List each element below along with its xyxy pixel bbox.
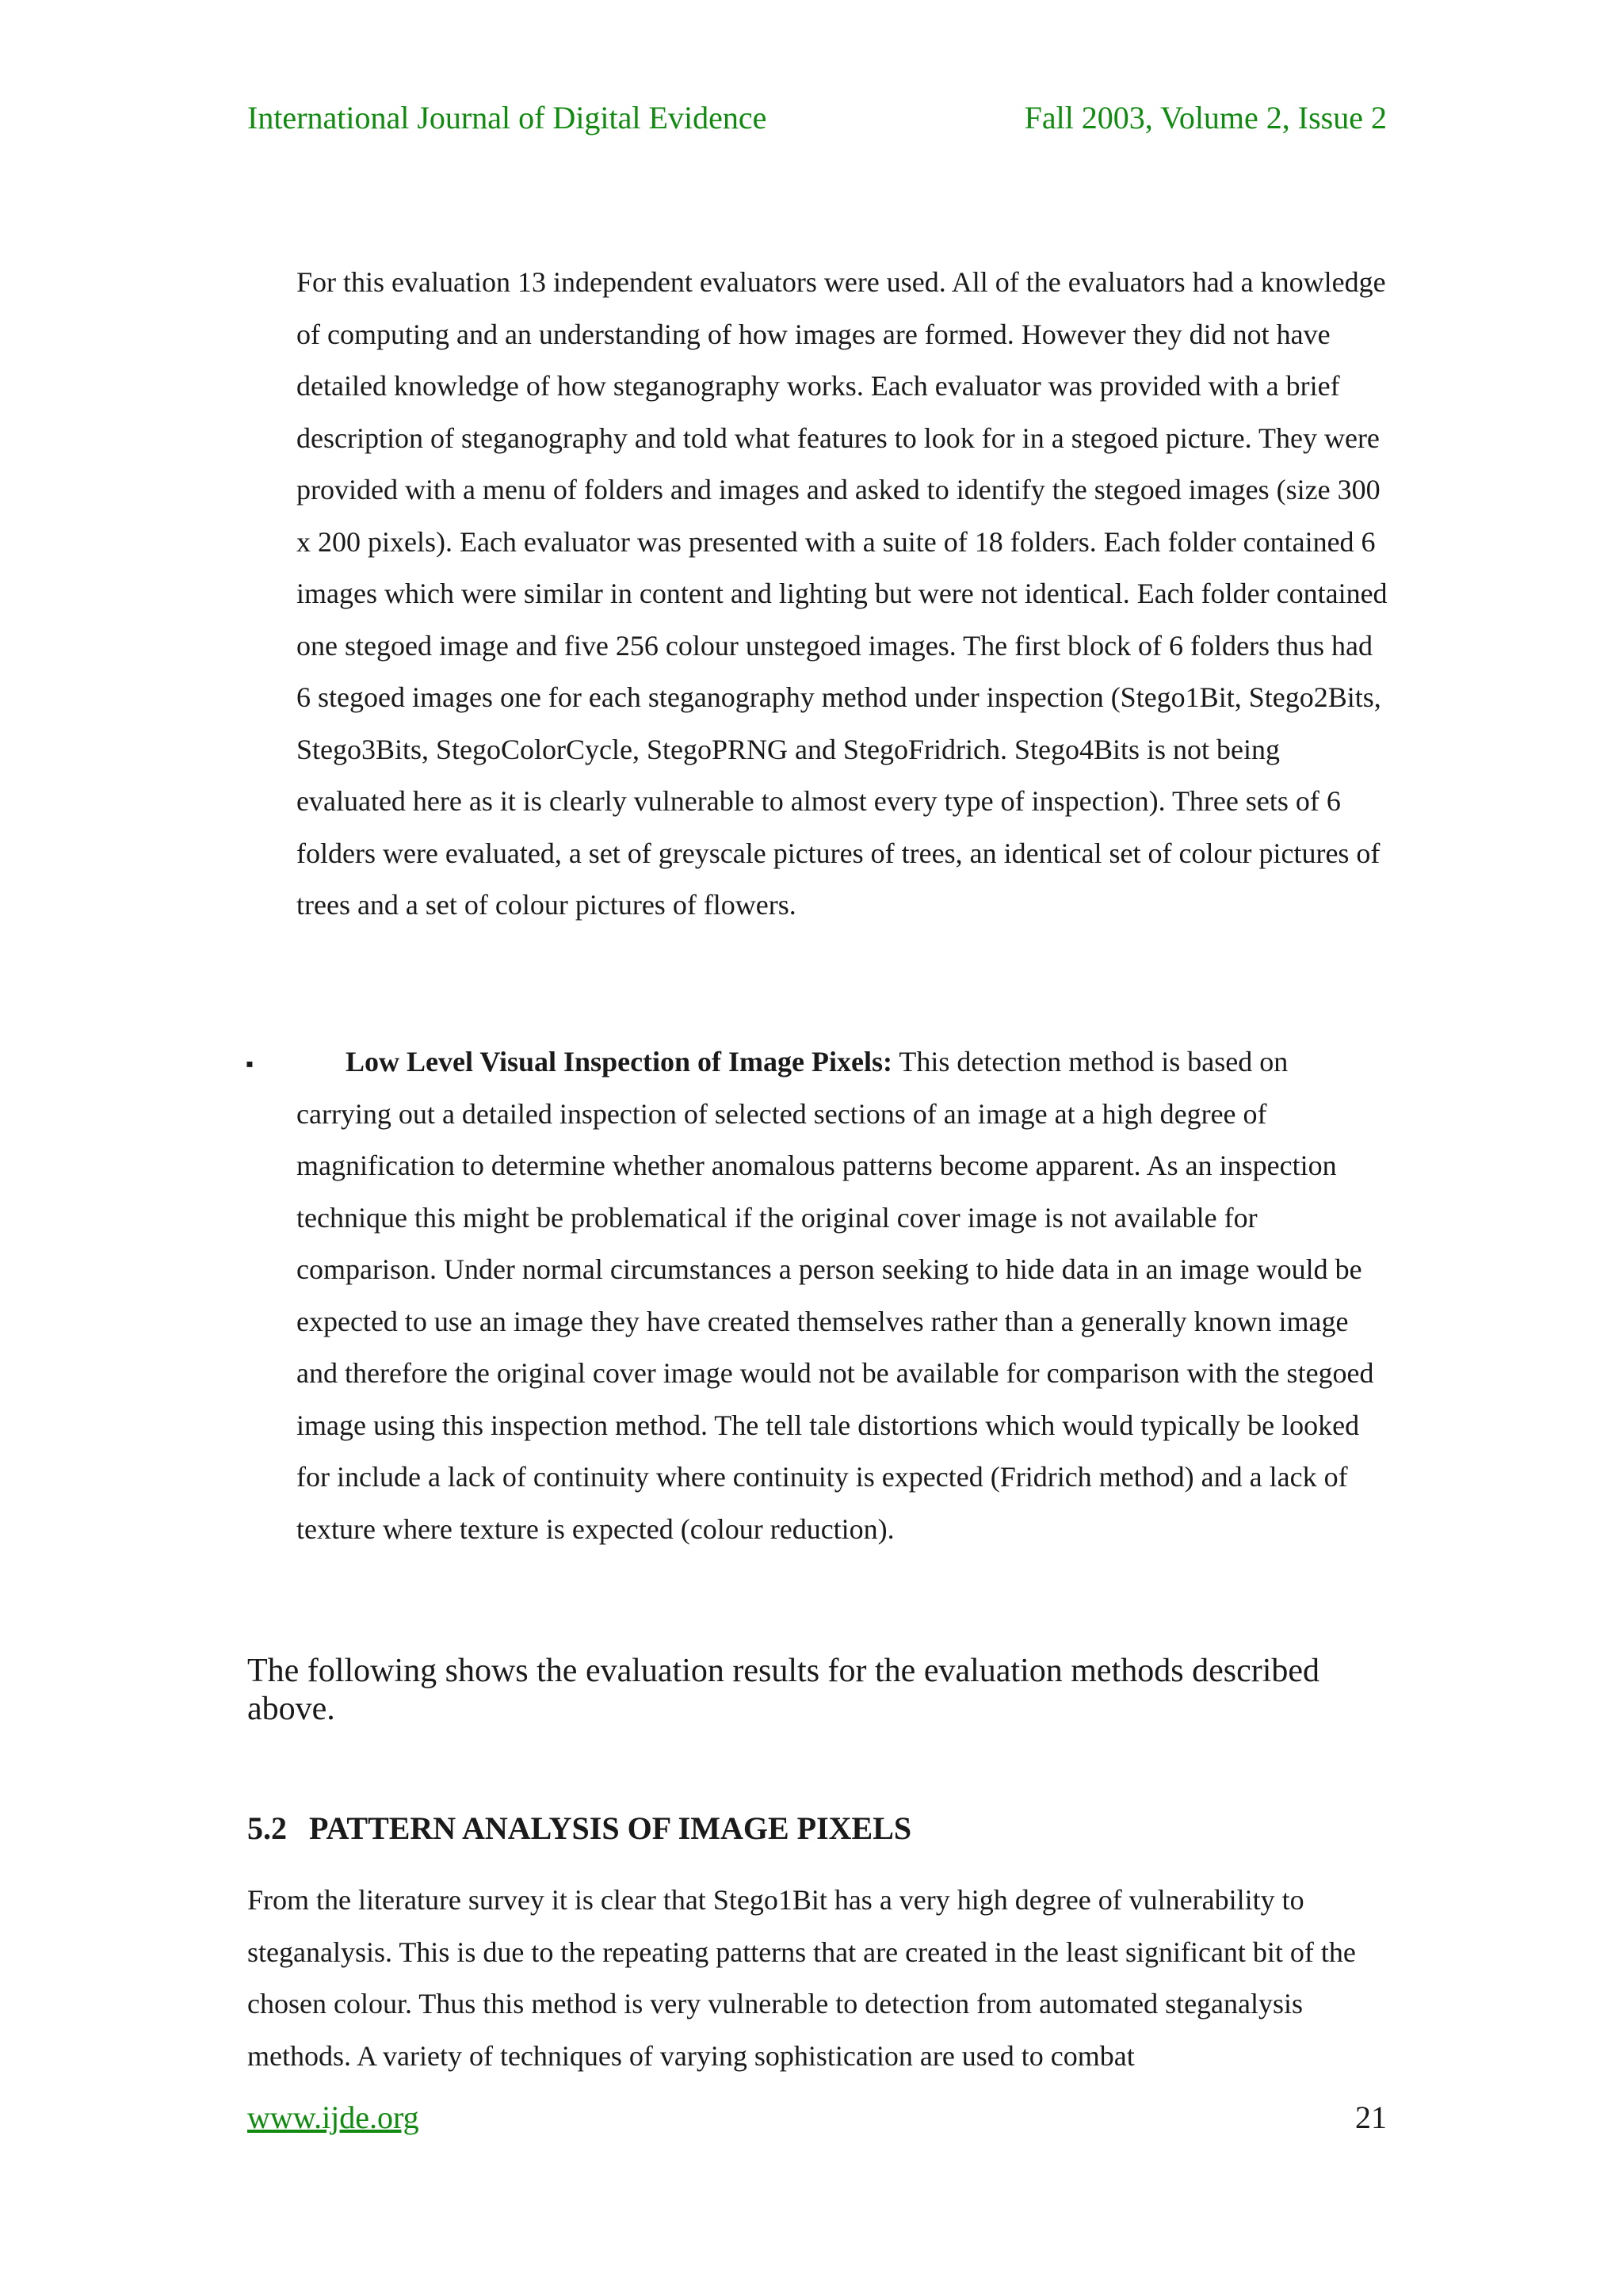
bullet-marker: ▪ [246,1052,254,1077]
bullet-title: Low Level Visual Inspection of Image Pixels: [346,1046,892,1077]
evaluation-paragraph: For this evaluation 13 independent evaluators were used. All of the evaluators had a knowledge of computing and an understanding of how images are formed. However they did not have detailed knowledge of how steganography works. Each evaluator was provided with a brief description of steganography and told what features to look for in a stegoed picture. They were provided with a menu of folders and images and asked to identify the stegoed images (size 300 x 200 pixels). Each evaluator was presented with a suite of 18 folders. Each folder contained 6 images which were similar in content and lighting but were not identical. Each folder contained one stegoed image and five 256 colour unstegoed images. The first block of 6 folders thus had 6 stegoed images one for each steganography method under inspection (Stego1Bit, Stego2Bits, Stego3Bits, StegoColorCycle, StegoPRNG and StegoFridrich. Stego4Bits is not being evaluated here as it is clearly vulnerable to almost every type of inspection). Three sets of 6 folders were evaluated, a set of greyscale pictures of trees, an identical set of colour pictures of trees and a set of colour pictures of flowers. [296,266,1388,921]
section-title: PATTERN ANALYSIS OF IMAGE PIXELS [309,1810,912,1846]
section-heading [247,1808,911,1849]
bullet-paragraph [296,1036,1390,1555]
bullet-text: This detection method is based on carrying out a detailed inspection of selected sections of an image at a high degree of magnification to determine whether anomalous patterns become apparent. As an inspection technique this might be problematical if the original cover image is not available for comparison. Under normal circumstances a person seeking to hide data in an image would be expected to use an image they have created themselves rather than a generally known image and therefore the original cover image would not be available for comparison with the stegoed image using this inspection method. The tell tale distortions which would typically be looked for include a lack of continuity where continuity is expected (Fridrich method) and a lack of texture where texture is expected (colour reduction). [296,1046,1374,1545]
page-number: 21 [1355,2100,1387,2135]
pattern-analysis-paragraph: From the literature survey it is clear that Stego1Bit has a very high degree of vulnerability to steganalysis. This is due to the repeating patterns that are created in the least significant bit of the chosen colour. Thus this method is very vulnerable to detection from automated steganalysis methods. A variety of techniques of varying sophistication are used to combat [247,1884,1356,2072]
section-number: 5.2 [247,1810,287,1846]
issue-info: Fall 2003, Volume 2, Issue 2 [1024,100,1387,135]
journal-title: International Journal of Digital Evidence [247,100,767,135]
footer-website-link[interactable]: www.ijde.org [247,2100,419,2135]
results-lead-sentence: The following shows the evaluation results for the evaluation methods described above. [247,1653,1320,1727]
